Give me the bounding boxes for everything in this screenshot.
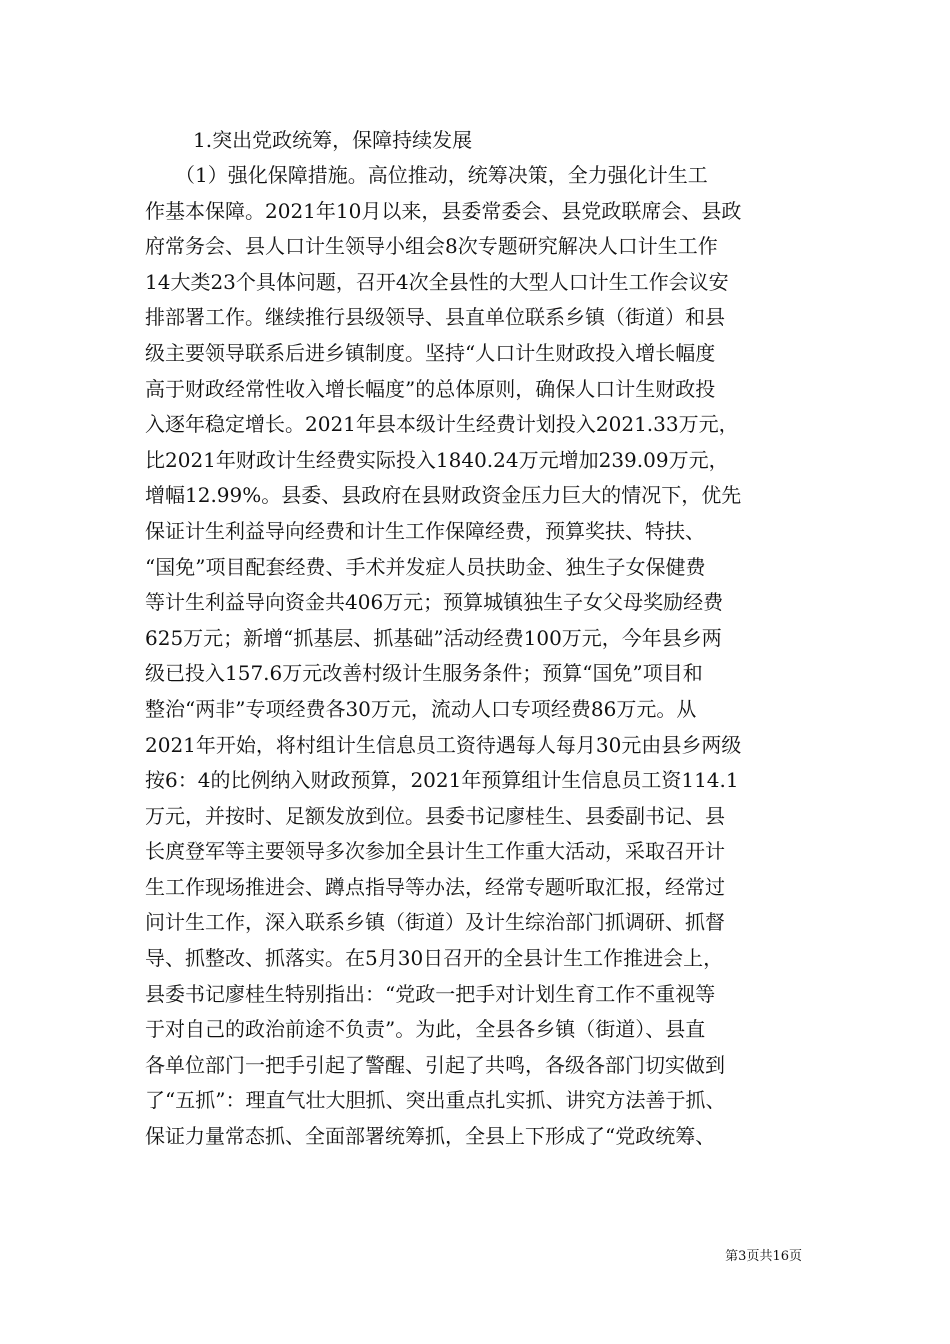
text-line: 问计生工作，深入联系乡镇（街道）及计生综治部门抓调研、抓督 <box>145 910 725 935</box>
text-line: 整治“两非”专项经费各30万元，流动人口专项经费86万元。从 <box>145 696 697 721</box>
text-line: 县委书记廖桂生特别指出：“党政一把手对计划生育工作不重视等 <box>145 981 716 1006</box>
text-line: 了“五抓”：理直气壮大胆抓、突出重点扎实抓、讲究方法善于抓、 <box>145 1088 726 1113</box>
text-line: 作基本保障。2021年10月以来，县委常委会、县党政联席会、县政 <box>145 198 742 223</box>
text-line: 按6：4的比例纳入财政预算，2021年预算组计生信息员工资114.1 <box>145 768 739 793</box>
text-line: 比2021年财政计生经费实际投入1840.24万元增加239.09万元， <box>145 447 729 472</box>
page-number: 第3页共16页 <box>725 1249 802 1264</box>
text-line: “国免”项目配套经费、手术并发症人员扶助金、独生子女保健费 <box>145 554 706 579</box>
text-line: 各单位部门一把手引起了警醒、引起了共鸣，各级各部门切实做到 <box>145 1052 725 1077</box>
text-line: 入逐年稳定增长。2021年县本级计生经费计划投入2021.33万元， <box>145 412 739 437</box>
text-line: 级已投入157.6万元改善村级计生服务条件；预算“国免”项目和 <box>145 661 703 686</box>
text-line: 保证力量常态抓、全面部署统筹抓，全县上下形成了“党政统筹、 <box>145 1124 716 1149</box>
text-line: 府常务会、县人口计生领导小组会8次专题研究解决人口计生工作 <box>145 234 718 259</box>
section-heading: 1.突出党政统筹，保障持续发展 <box>193 128 473 152</box>
text-line: 于对自己的政治前途不负责”。为此，全县各乡镇（街道）、县直 <box>145 1017 706 1042</box>
text-line: 增幅12.99%。县委、县政府在县财政资金压力巨大的情况下，优先 <box>145 483 742 508</box>
text-line: 排部署工作。继续推行县级领导、县直单位联系乡镇（街道）和县 <box>145 305 725 330</box>
document-body <box>145 122 815 1155</box>
text-line: 生工作现场推进会、蹲点指导等办法，经常专题听取汇报，经常过 <box>145 874 725 899</box>
text-line: 万元，并按时、足额发放到位。县委书记廖桂生、县委副书记、县 <box>145 803 725 828</box>
text-line: 高于财政经常性收入增长幅度”的总体原则，确保人口计生财政投 <box>145 376 716 401</box>
text-line: 等计生利益导向资金共406万元；预算城镇独生子女父母奖励经费 <box>145 590 724 615</box>
text-line: 保证计生利益导向经费和计生工作保障经费，预算奖扶、特扶、 <box>145 518 705 543</box>
text-line: 长庹登军等主要领导多次参加全县计生工作重大活动，采取召开计 <box>145 839 725 864</box>
text-line: （1）强化保障措施。高位推动，统筹决策，全力强化计生工 <box>175 163 708 187</box>
text-line: 导、抓整改、抓落实。在5月30日召开的全县计生工作推进会上， <box>145 946 724 971</box>
text-line: 级主要领导联系后进乡镇制度。坚持“人口计生财政投入增长幅度 <box>145 340 716 365</box>
text-line: 14大类23个具体问题，召开4次全县性的大型人口计生工作会议安 <box>145 269 729 294</box>
paragraph <box>145 158 815 1155</box>
text-line: 625万元；新增“抓基层、抓基础”活动经费100万元，今年县乡两 <box>145 625 722 650</box>
text-line: 2021年开始，将村组计生信息员工资待遇每人每月30元由县乡两级 <box>145 732 742 757</box>
